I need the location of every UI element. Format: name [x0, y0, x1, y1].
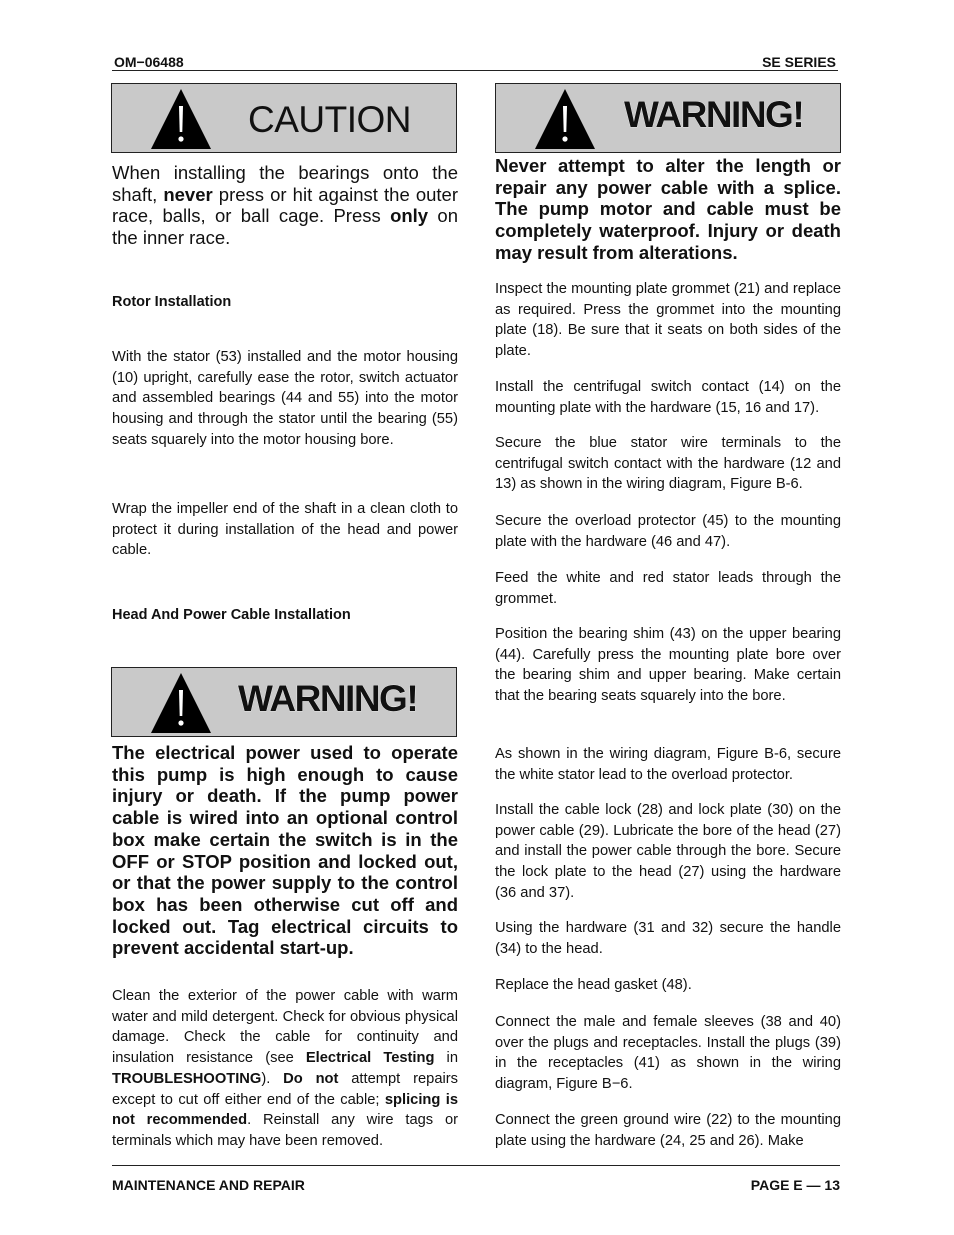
step-paragraph: Inspect the mounting plate grommet (21) and replace as required. Press the grommet into the mounting plate (18). Be sure that it seats on both sides of the plate.: [495, 281, 841, 360]
warning-box-left: [111, 667, 457, 737]
section-name: MAINTENANCE AND REPAIR: [112, 1177, 305, 1193]
warning-box-right: [495, 83, 841, 153]
step-paragraph: Replace the head gasket (48).: [495, 977, 692, 993]
page-footer: [112, 1165, 840, 1193]
step-paragraph: Feed the white and red stator leads through the grommet.: [495, 570, 841, 607]
exclamation-triangle-icon: [150, 672, 212, 734]
splice-warning-text: Never attempt to alter the length or repair any power cable with a splice. The pump motor and cable must be completely waterproof. Injury or death may result from alterations.: [495, 155, 841, 263]
step-paragraph: Connect the green ground wire (22) to the mounting plate using the hardware (24, 25 and 26). Make: [495, 1112, 841, 1149]
step-paragraph: As shown in the wiring diagram, Figure B-6, secure the white stator lead to the overload protector.: [495, 746, 841, 783]
warning-label: WARNING!: [624, 94, 804, 135]
step-paragraph: Secure the overload protector (45) to the mounting plate with the hardware (46 and 47).: [495, 513, 841, 550]
page-number: PAGE E — 13: [750, 1177, 840, 1193]
document-number: OM−06488: [114, 54, 184, 70]
step-paragraph: Position the bearing shim (43) on the upper bearing (44). Carefully press the mounting plate bore over the bearing shim and upper bearing. Make certain that the bearing seats squarely into the bore.: [495, 626, 841, 705]
warning-label: WARNING!: [238, 678, 418, 719]
page-header: [112, 52, 838, 71]
step-paragraph: Using the hardware (31 and 32) secure the handle (34) to the head.: [495, 920, 841, 957]
clean-cable-paragraph: Clean the exterior of the power cable with warm water and mild detergent. Check for obvious physical damage. Check the cable for continuity and insulation resistance (see Electrical Testing in TROUBLESHOOTING). Do not attempt repairs except to cut off either end of the cable; splicing is not recommended. Reinstall any wire tags or terminals which may have been removed.: [112, 988, 459, 1149]
step-paragraph: Secure the blue stator wire terminals to the centrifugal switch contact with the hardware (12 and 13) as shown in the wiring diagram, Figure B-6.: [495, 435, 841, 493]
exclamation-triangle-icon: [534, 88, 596, 150]
head-cable-heading: Head And Power Cable Installation: [112, 607, 351, 623]
exclamation-triangle-icon: [150, 88, 212, 150]
rotor-paragraph-1: With the stator (53) installed and the motor housing (10) upright, carefully ease the rotor, switch actuator and assembled bearings (44 and 55) into the motor housing and through the stator until the bearing (55) seats squarely into the motor housing bore.: [112, 349, 458, 448]
step-paragraph: Connect the male and female sleeves (38 and 40) over the plugs and receptacles. Install the plugs (39) in the receptacles (41) as shown in the wiring diagram, Figure B−6.: [495, 1014, 841, 1093]
rotor-paragraph-2: Wrap the impeller end of the shaft in a clean cloth to protect it during installation of the head and power cable.: [112, 501, 458, 559]
electrical-warning-text: The electrical power used to operate this pump is high enough to cause injury or death. If the pump power cable is wired into an optional control box make certain the switch is in the OFF or STOP position and locked out, or that the power supply to the control box has been otherwise cut off and locked out. Tag electrical circuits to prevent accidental start-up.: [112, 742, 458, 959]
step-paragraph: Install the centrifugal switch contact (14) on the mounting plate with the hardware (15, 16 and 17).: [495, 379, 841, 416]
caution-box: [111, 83, 457, 153]
caution-label: CAUTION: [248, 99, 411, 140]
rotor-installation-heading: Rotor Installation: [112, 294, 232, 310]
step-paragraph: Install the cable lock (28) and lock plate (30) on the power cable (29). Lubricate the bore of the head (27) and install the power cable through the bore. Secure the lock plate to the head (27) using the hardware (36 and 37).: [495, 802, 841, 901]
series-name: SE SERIES: [762, 54, 836, 70]
caution-text: When installing the bearings onto the shaft, never press or hit against the outer race, balls, or ball cage. Press only on the inner race.: [112, 162, 459, 249]
